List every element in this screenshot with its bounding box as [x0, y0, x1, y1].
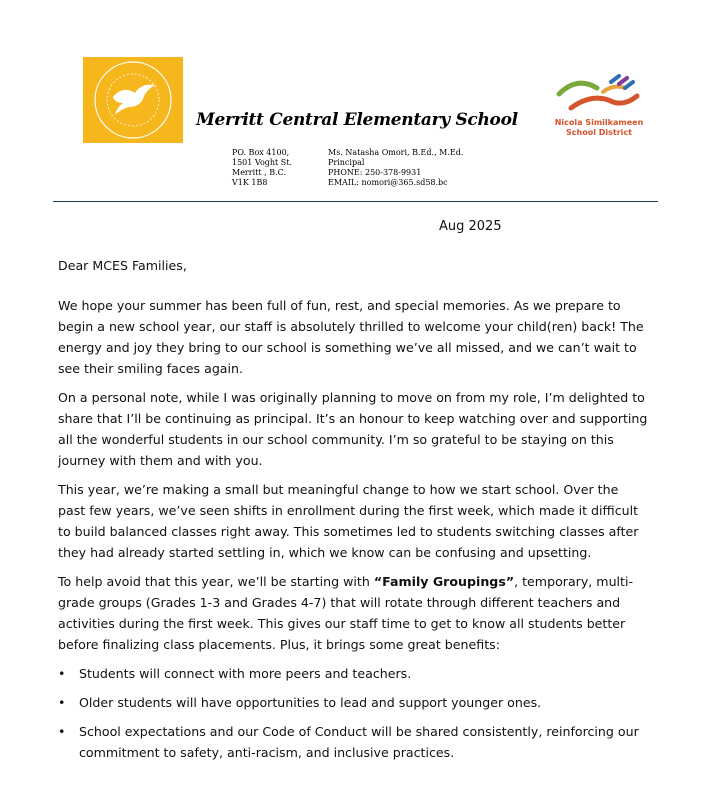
paragraph-text: To help avoid that this year, we’ll be starting with — [58, 574, 374, 589]
paragraph: We hope your summer has been full of fun, rest, and special memories. As we prepare to begin a new school year, our staff is absolutely thrilled to welcome your child(ren) back! The energy and joy they bring to our school is something we’ve all missed, and we can’t wait to see their smiling faces again. — [58, 298, 644, 376]
principal-contact — [328, 148, 463, 188]
address-line: PO. Box 4100, — [232, 148, 290, 157]
district-name-line1: Nicola Similkameen — [554, 118, 644, 127]
paragraph — [58, 571, 648, 655]
contact-line: PHONE: 250-378-9931 — [328, 168, 422, 177]
school-name: Merritt Central Elementary School — [196, 110, 518, 130]
list-item-text: Students will connect with more peers and teachers. — [79, 666, 412, 681]
bullet-icon: • — [58, 724, 66, 739]
contact-line: Ms. Natasha Omori, B.Ed., M.Ed. — [328, 148, 464, 157]
address-line: V1K 1B8 — [232, 178, 268, 187]
benefits-list — [58, 663, 648, 763]
list-item — [58, 721, 648, 763]
family-groupings-emphasis: “Family Groupings” — [373, 574, 515, 589]
bullet-icon: • — [58, 666, 66, 681]
header-divider — [53, 201, 658, 202]
list-item — [58, 663, 648, 684]
eagle-emblem-icon — [83, 57, 183, 143]
letter-date: Aug 2025 — [439, 219, 502, 234]
paragraph: On a personal note, while I was originally planning to move on from my role, I’m delighted to share that I’ll be continuing as principal. It’s an honour to keep watching over and supporting all the wonderful students in our school community. I’m so grateful to be staying on this journey with them and with you. — [58, 390, 648, 468]
list-item — [58, 692, 648, 713]
district-name — [553, 118, 645, 138]
paragraph: This year, we’re making a small but meaningful change to how we start school. Over the past few years, we’ve seen shifts in enrollment during the first week, which made it difficult to build balanced classes right away. This sometimes led to students switching classes after they had already started settling in, which we know can be confusing and upsetting. — [58, 482, 639, 560]
contact-line: Principal — [328, 158, 365, 167]
contact-line: EMAIL: nomori@365.sd58.bc — [328, 178, 448, 187]
mailing-address — [232, 148, 292, 188]
list-item-text: School expectations and our Code of Conduct will be shared consistently, reinforcing our commitment to safety, anti-racism, and inclusive practices. — [79, 724, 639, 760]
letter-body — [58, 255, 648, 771]
school-logo — [83, 57, 183, 143]
address-line: 1501 Voght St. — [232, 158, 293, 167]
district-swoosh-icon — [553, 70, 645, 112]
paragraph-text: , temporary, multi-grade groups (Grades 1-3 and Grades 4-7) that will rotate through different teachers and activities during the first week. This gives our staff time to get to know all students better before finalizing class placements. Plus, it brings some great benefits: — [58, 574, 634, 652]
district-name-line2: School District — [566, 128, 632, 137]
list-item-text: Older students will have opportunities to lead and support younger ones. — [79, 695, 542, 710]
district-logo — [553, 70, 645, 112]
bullet-icon: • — [58, 695, 66, 710]
salutation: Dear MCES Families, — [58, 258, 187, 273]
address-line: Merritt , B.C. — [232, 168, 286, 177]
